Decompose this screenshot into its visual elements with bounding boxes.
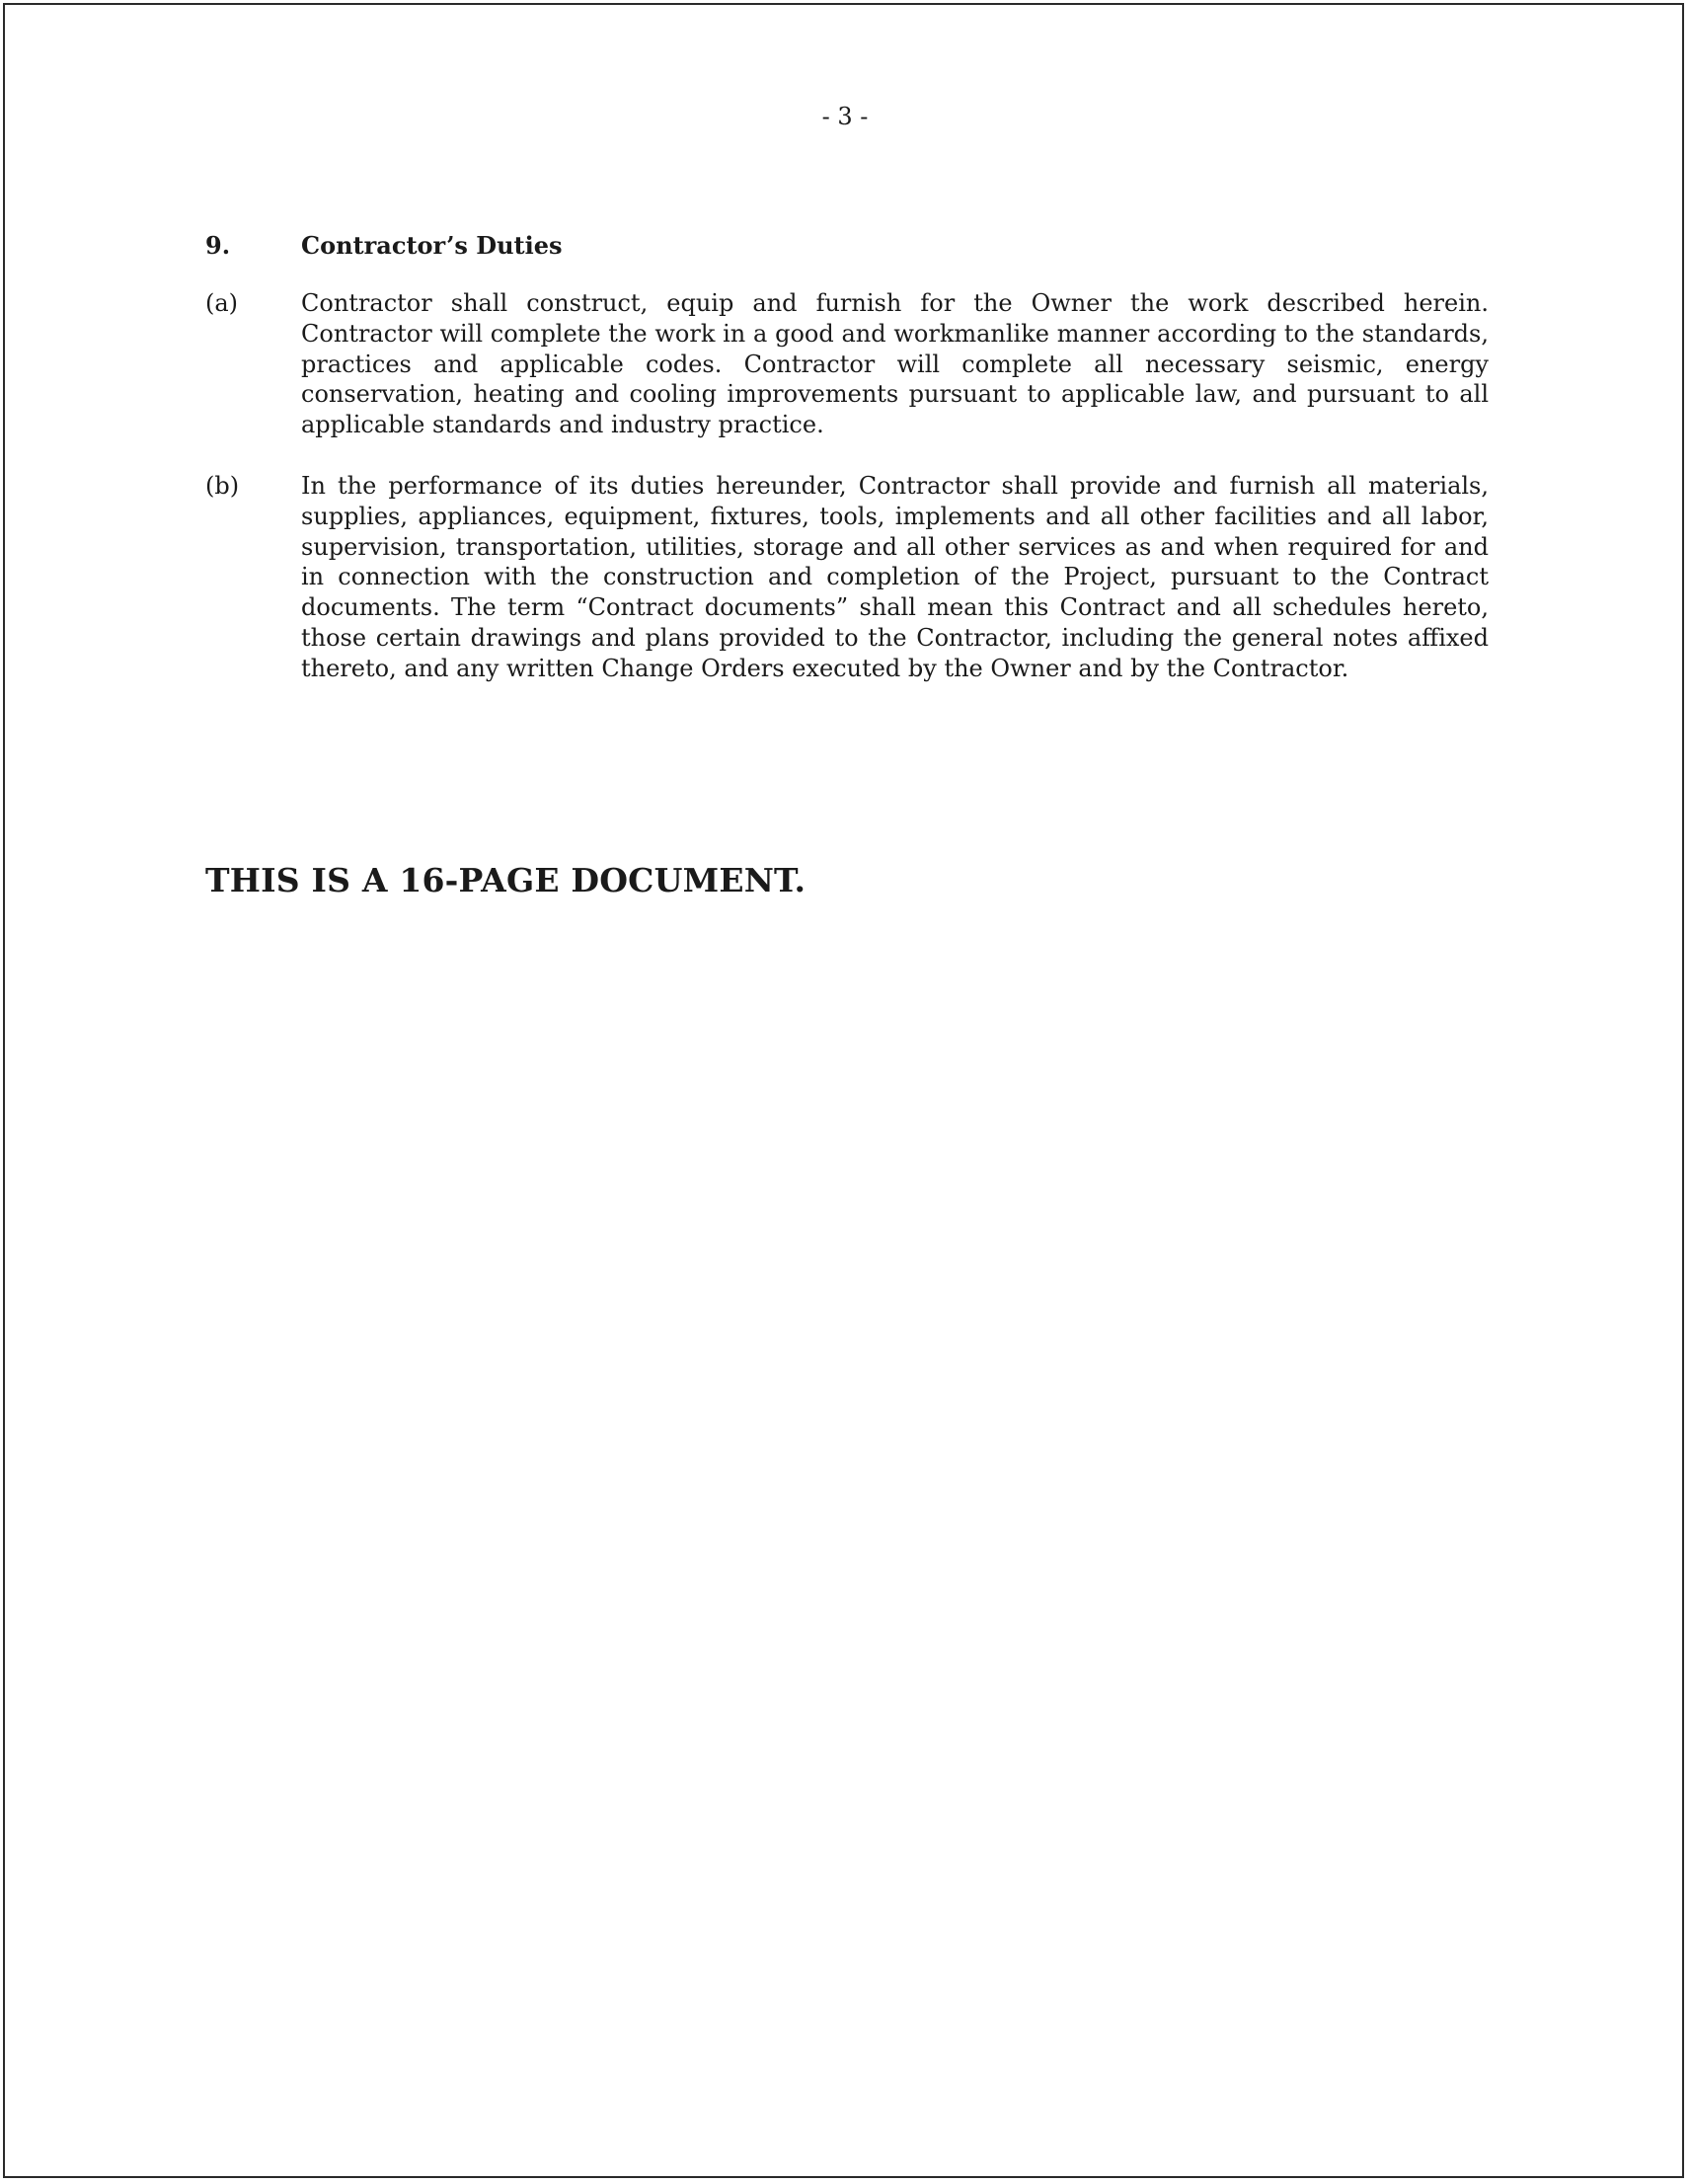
section-title: Contractor’s Duties bbox=[301, 231, 563, 260]
clause-b bbox=[205, 471, 1489, 684]
clause-a bbox=[205, 288, 1489, 440]
section-number: 9. bbox=[205, 231, 231, 260]
section-heading bbox=[205, 231, 563, 260]
page-count-notice: THIS IS A 16-PAGE DOCUMENT. bbox=[205, 861, 807, 899]
clause-label: (a) bbox=[205, 289, 239, 317]
clause-text: In the performance of its duties hereunder, Contractor shall provide and furnish all materials, supplies, appliances, equipment, fixtures, tools, implements and all other facilities and all labor, supervision, transportation, utilities, storage and all other services as and when required for and in connection with the construction and completion of the Project, pursuant to the Contract documents. The term “Contract documents” shall mean this Contract and all schedules hereto, those certain drawings and plans provided to the Contractor, including the general notes affixed thereto, and any written Change Orders executed by the Owner and by the Contractor. bbox=[301, 472, 1489, 682]
clause-text: Contractor shall construct, equip and furnish for the Owner the work described herein. Contractor will complete the work in a good and workmanlike manner according to the standards, practices and applicable codes. Contractor will complete all necessary seismic, energy conservation, heating and cooling improvements pursuant to applicable law, and pursuant to all applicable standards and industry practice. bbox=[301, 289, 1489, 439]
clause-label: (b) bbox=[205, 472, 240, 500]
page-number: - 3 - bbox=[821, 103, 869, 130]
